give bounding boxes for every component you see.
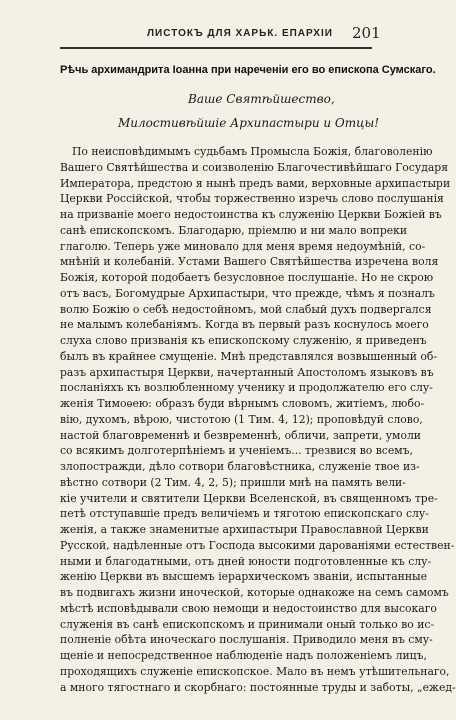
text-line: Императора, предстою я нынѣ предъ вами, верховные архипастыри xyxy=(60,176,451,190)
text-line: не малымъ колебаніямъ. Когда въ первый разъ коснулось моего xyxy=(60,318,429,332)
text-line: на призваніе моего недостоинства къ служенію Церкви Божіей въ xyxy=(60,208,442,221)
text-line: Вашего Святѣйшества и соизволенію Благочестивѣйшаго Государя xyxy=(60,160,449,174)
text-line: волю Божію о себѣ недостойномъ, мой слабый духъ подвергался xyxy=(60,302,432,316)
text-line: въ подвигахъ жизни иноческой, которые однакоже на семъ самомъ xyxy=(60,586,449,599)
page-number: 201 xyxy=(352,24,381,42)
header-rule xyxy=(60,47,372,49)
text-line: мнѣній и колебаній. Устами Вашего Святѣйшества изречена воля xyxy=(60,255,439,269)
text-line: По неисповѣдимымъ судьбамъ Промысла Божія, благоволенію xyxy=(72,145,433,158)
speech-title: Рѣчь архимандрита Іоанна при нареченіи его во епископа Сумскаго. xyxy=(60,64,436,76)
text-line: женію Церкви въ высшемъ іерархическомъ званіи, испытанные xyxy=(60,570,428,584)
text-line: со всякимъ долготерпѣніемъ и ученіемъ... трезвися во всемъ, xyxy=(60,444,413,458)
text-line: слуха слово призванія къ епископскому служенію, я приведенъ xyxy=(60,334,427,347)
text-line: а много тягостнаго и скорбнаго: постоянные труды и заботы, „ежед- xyxy=(60,680,456,694)
text-line: былъ въ крайнее смущеніе. Мнѣ представлялся возвышенный об- xyxy=(60,349,437,363)
greeting-line-1: Ваше Святѣйшество, xyxy=(188,92,335,106)
text-line: полненіе обѣта иноческаго послушанія. Приводило меня въ сму- xyxy=(60,633,433,647)
text-line: настой благовременнѣ и безвременнѣ, обличи, запрети, умоли xyxy=(60,428,421,442)
text-line: Божія, которой подобаетъ безусловное послушаніе. Но не скрою xyxy=(60,271,434,284)
text-line: вію, духомъ, вѣрою, чистотою (1 Тим. 4, 12); проповѣдуй слово, xyxy=(60,412,423,426)
text-line: ными и благодатными, отъ дней юности подготовленные къ слу- xyxy=(60,554,432,568)
greeting-line-2: Милостивѣйшіе Архипастыри и Отцы! xyxy=(118,116,380,130)
text-line: женія Тимоѳею: образъ буди вѣрнымъ словомъ, житіемъ, любо- xyxy=(60,397,425,410)
text-line: вѣстно сотвори (2 Тим. 4, 2, 5); пришли мнѣ на память вели- xyxy=(60,475,406,489)
text-line: санѣ епископскомъ. Благодарю, пріемлю и ни мало вопреки xyxy=(60,223,408,237)
text-line: разъ архипастыря Церкви, начертанный Апостоломъ языковъ въ xyxy=(60,365,434,379)
text-line: глаголю. Теперь уже миновало для меня время недоумѣній, со- xyxy=(60,239,426,253)
text-line: петѣ отступавшіе предъ величіемъ и тяготою епископскаго слу- xyxy=(60,507,429,521)
text-line: Церкви Россійской, чтобы торжественно изречь слово послушанія xyxy=(60,192,444,206)
text-line: отъ васъ, Богомудрые Архипастыри, что прежде, чѣмъ я позналъ xyxy=(60,286,435,300)
text-line: посланіяхъ къ возлюбленному ученику и продолжателю его слу- xyxy=(60,381,433,395)
text-line: мѣстѣ исповѣдывали свою немощи и недостоинство для высокаго xyxy=(60,601,437,615)
text-line: женія, а также знаменитые архипастыри Православной Церкви xyxy=(60,523,429,536)
text-line: щеніе и непосредственное наблюденіе надъ положеніемъ лицъ, xyxy=(60,649,427,662)
text-line: проходящихъ служеніе епископское. Мало въ немъ утѣшительнаго, xyxy=(60,664,450,678)
text-line: Русской, надѣленные отъ Господа высокими дарованіями естествен- xyxy=(60,538,455,552)
text-line: злопостражди, дѣло сотвори благовѣстника, служеніе твое из- xyxy=(60,460,420,473)
text-line: служенія въ санѣ епископскомъ и принимали оный только во ис- xyxy=(60,617,435,631)
running-head: ЛИСТОКЪ ДЛЯ ХАРЬК. ЕПАРХІИ xyxy=(147,28,333,39)
text-line: кіе учители и святители Церкви Вселенской, въ священномъ тре- xyxy=(60,491,438,505)
